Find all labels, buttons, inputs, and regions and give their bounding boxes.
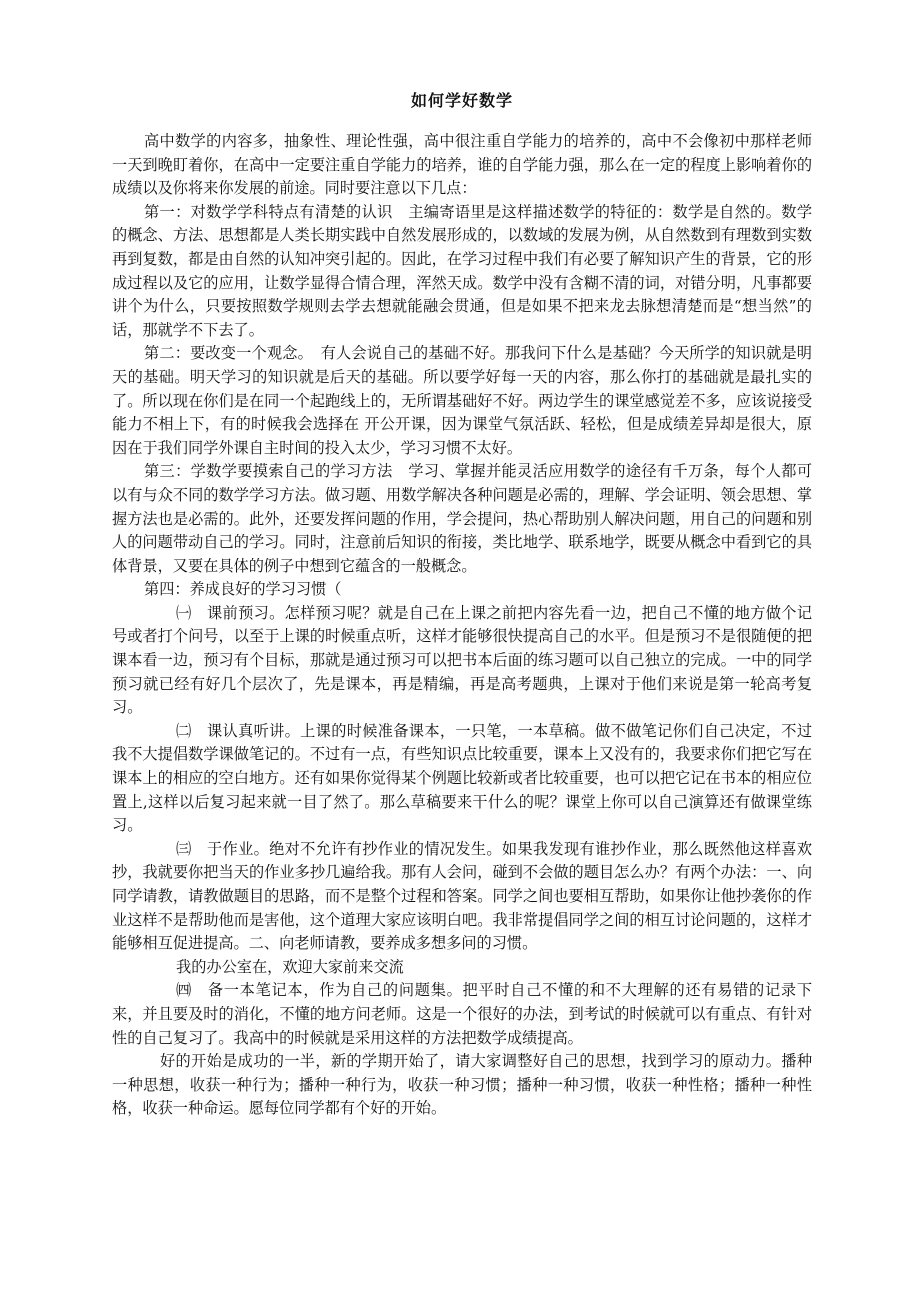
point-four-heading: 第四：养成良好的学习习惯（ bbox=[144, 580, 342, 599]
office-note-paragraph: 我的办公室在，欢迎大家前来交流 bbox=[176, 957, 404, 976]
closing-paragraph: 好的开始是成功的一半，新的学期开始了，请大家调整好自己的思想，找到学习的原动力。播种一种思想，收获一种行为；播种一种行为，收获一种习惯；播种一种习惯，收获一种性格；播种一种性格，收获一种命运。愿每位同学都有个好的开始。 bbox=[112, 1052, 812, 1118]
habit-four-paragraph: ㈣ 备一本笔记本，作为自己的问题集。把平时自己不懂的和不大理解的还有易错的记录下来，并且要及时的消化，不懂的地方问老师。这是一个很好的办法，到考试的时候就可以有重点、有针对性的自己复习了。我高中的时候就是采用这样的方法把数学成绩提高。 bbox=[112, 981, 812, 1047]
document-title: 如何学好数学 bbox=[410, 91, 513, 110]
document-page bbox=[112, 86, 812, 1121]
intro-paragraph: 高中数学的内容多，抽象性、理论性强，高中很注重自学能力的培养的，高中不会像初中那样老师一天到晚盯着你，在高中一定要注重自学能力的培养，谁的自学能力强，那么在一定的程度上影响着你的成绩以及你将来你发展的前途。同时要注意以下几点： bbox=[112, 132, 812, 198]
point-one-paragraph: 第一：对数学学科特点有清楚的认识 主编寄语里是这样描述数学的特征的：数学是自然的。数学的概念、方法、思想都是人类长期实践中自然发展形成的，以数域的发展为例，从自然数到有理数到实数再到复数，都是由自然的认知冲突引起的。因此，在学习过程中我们有必要了解知识产生的背景，它的形成过程以及它的应用，让数学显得合情合理，浑然天成。数学中没有含糊不清的词，对错分明，凡事都要讲个为什么，只要按照数学规则去学去想就能融会贯通，但是如果不把来龙去脉想清楚而是“想当然”的话，那就学不下去了。 bbox=[112, 202, 812, 339]
habit-three-paragraph: ㈢ 于作业。绝对不允许有抄作业的情况发生。如果我发现有谁抄作业，那么既然他这样喜欢抄，我就要你把当天的作业多抄几遍给我。那有人会问，碰到不会做的题目怎么办？有两个办法：一、向同学请教，请教做题目的思路，而不是整个过程和答案。同学之间也要相互帮助，如果你让他抄袭你的作业这样不是帮助他而是害他，这个道理大家应该明白吧。我非常提倡同学之间的相互讨论问题的，这样才能够相互促进提高。二、向老师请教，要养成多想多问的习惯。 bbox=[112, 839, 812, 953]
point-two-paragraph: 第二：要改变一个观念。 有人会说自己的基础不好。那我问下什么是基础？今天所学的知识就是明天的基础。明天学习的知识就是后天的基础。所以要学好每一天的内容，那么你打的基础就是最扎实的了。所以现在你们是在同一个起跑线上的，无所谓基础好不好。两边学生的课堂感觉差不多，应该说接受能力不相上下，有的时候我会选择在 开公开课，因为课堂气氛活跃、轻松，但是成绩差异却是很大，原因在于我们同学外课自主时间的投入太少，学习习惯不太好。 bbox=[112, 344, 812, 457]
habit-one-paragraph: ㈠ 课前预习。怎样预习呢？就是自己在上课之前把内容先看一边，把自己不懂的地方做个记号或者打个问号，以至于上课的时候重点听，这样才能够很快提高自己的水平。但是预习不是很随便的把课本看一边，预习有个目标，那就是通过预习可以把书本后面的练习题可以自己独立的完成。一中的同学预习就已经有好几个层次了，先是课本，再是精编，再是高考题典，上课对于他们来说是第一轮高考复习。 bbox=[112, 603, 812, 717]
point-three-paragraph: 第三：学数学要摸索自己的学习方法 学习、掌握并能灵活应用数学的途径有千万条，每个人都可以有与众不同的数学学习方法。做习题、用数学解决各种问题是必需的，理解、学会证明、领会思想、掌握方法也是必需的。此外，还要发挥问题的作用，学会提问，热心帮助别人解决问题，用自己的问题和别人的问题带动自己的学习。同时，注意前后知识的衔接，类比地学、联系地学，既要从概念中看到它的具体背景，又要在具体的例子中想到它蕴含的一般概念。 bbox=[112, 462, 812, 575]
habit-two-paragraph: ㈡ 课认真听讲。上课的时候准备课本，一只笔，一本草稿。做不做笔记你们自己决定，不过我不大提倡数学课做笔记的。不过有一点，有些知识点比较重要，课本上又没有的，我要求你们把它写在课本上的相应的空白地方。还有如果你觉得某个例题比较新或者比较重要，也可以把它记在书本的相应位置上,这样以后复习起来就一目了然了。那么草稿要来干什么的呢？课堂上你可以自己演算还有做课堂练习。 bbox=[112, 721, 812, 835]
